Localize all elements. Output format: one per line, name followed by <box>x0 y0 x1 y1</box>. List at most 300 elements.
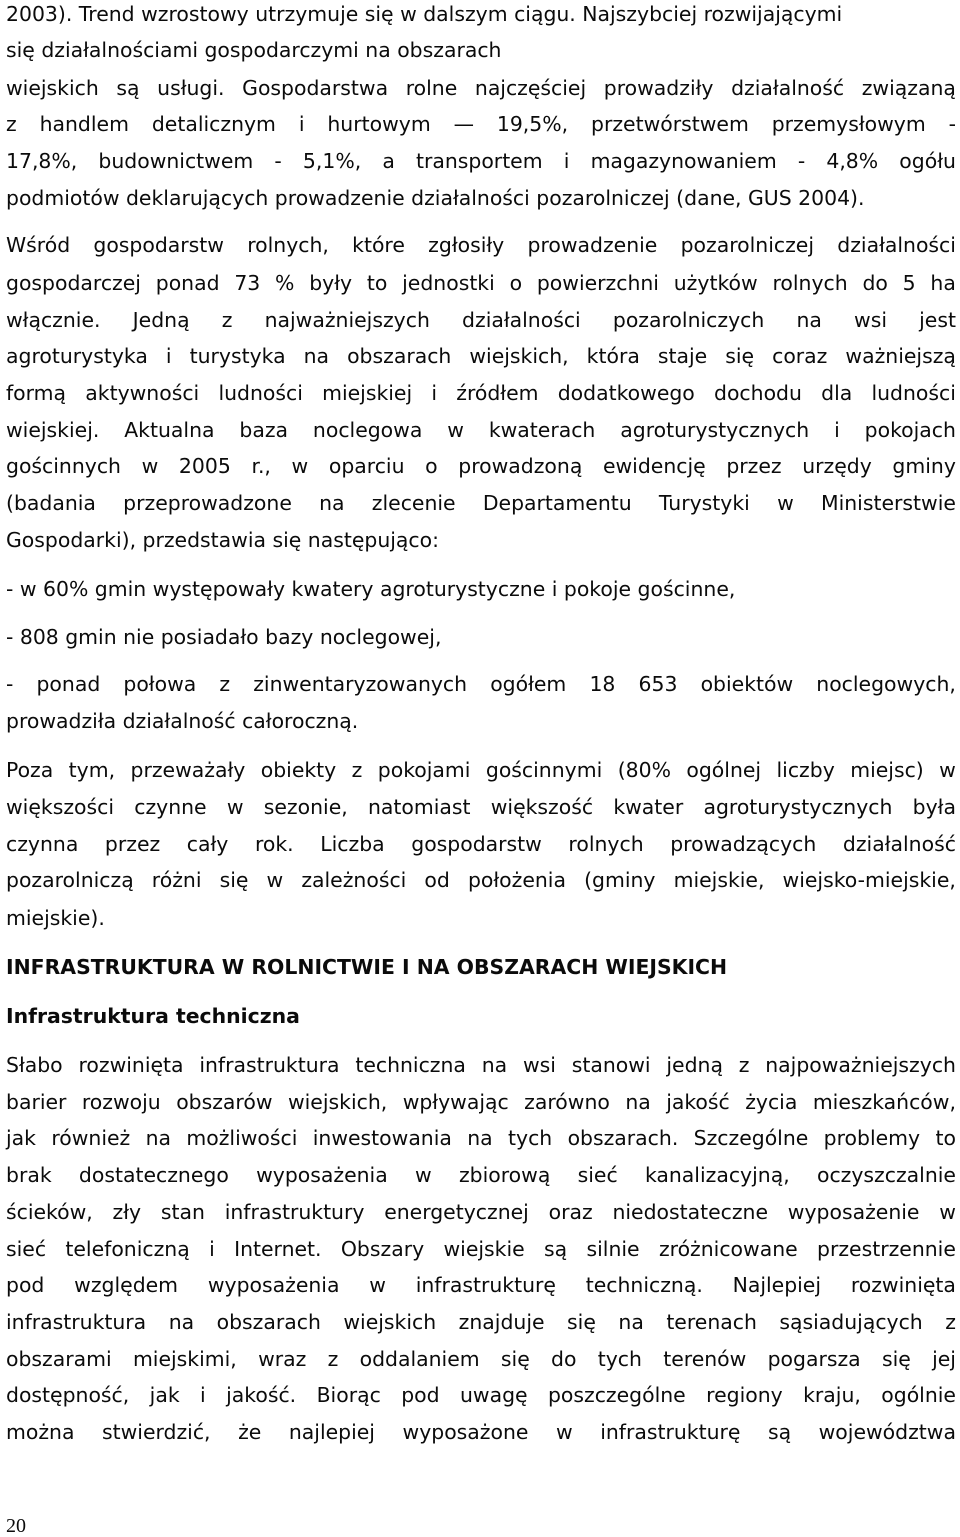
word: działalność <box>731 76 845 100</box>
word: pozarolniczej <box>680 233 815 257</box>
word: do <box>862 271 888 295</box>
word: jednostki <box>402 271 495 295</box>
word: się <box>725 344 755 368</box>
word: formą <box>6 381 67 405</box>
word: na <box>319 491 345 515</box>
word: z <box>351 758 363 782</box>
text-line <box>6 670 956 698</box>
word: że <box>238 1420 262 1444</box>
word: magazynowaniem <box>590 149 777 173</box>
word: ogółem <box>490 672 567 696</box>
word: terenów <box>663 1347 747 1371</box>
word: hurtowym <box>327 112 431 136</box>
word: województwa <box>818 1420 956 1444</box>
word: czynne <box>134 795 207 819</box>
word: była <box>912 795 956 819</box>
word: zależności <box>301 868 407 892</box>
word: tych <box>508 1126 553 1150</box>
word: rozwinięta <box>850 1273 956 1297</box>
word: Szczególne <box>693 1126 809 1150</box>
word: silnie <box>586 1237 640 1261</box>
text-line <box>6 489 956 517</box>
word: działalność <box>842 832 956 856</box>
word: - <box>797 149 806 173</box>
word: zróżnicowane <box>658 1237 798 1261</box>
word: miejskie, <box>673 868 765 892</box>
word: się <box>881 1347 911 1371</box>
word: infrastruktury <box>224 1200 365 1224</box>
word: dodatkowego <box>557 381 695 405</box>
word: tym, <box>68 758 116 782</box>
word: powierzchni <box>536 271 659 295</box>
word: na <box>303 344 330 368</box>
text-line <box>6 74 956 102</box>
word: w <box>939 1200 956 1224</box>
word: Turystyki <box>658 491 750 515</box>
text-line <box>6 110 956 138</box>
word: jedną <box>666 1053 723 1077</box>
word: ogólnej <box>686 758 762 782</box>
word: ogółu <box>899 149 956 173</box>
text-line <box>6 306 956 334</box>
word: rolnych, <box>247 233 329 257</box>
word: są <box>767 1420 792 1444</box>
text-line: Gospodarki), przedstawia się następująco: <box>6 528 439 552</box>
word: i <box>209 1237 215 1261</box>
word: wyposażenie <box>787 1200 920 1224</box>
word: w <box>777 491 794 515</box>
word: i <box>200 1383 206 1407</box>
word: tych <box>597 1347 642 1371</box>
word: infrastrukturę <box>600 1420 741 1444</box>
text-line: 2003). Trend wzrostowy utrzymuje się w dalszym ciągu. Najszybciej rozwijającymi <box>6 2 843 26</box>
word: ludności <box>218 381 303 405</box>
word: Poza <box>6 758 54 782</box>
word: gościnnych <box>6 454 121 478</box>
word: w <box>291 454 309 478</box>
word: inwestowania <box>312 1126 452 1150</box>
word: brak <box>6 1163 52 1187</box>
text-line <box>6 1308 956 1336</box>
text-line <box>6 830 956 858</box>
word: (gminy <box>584 868 656 892</box>
word: o <box>425 454 438 478</box>
word: zlecenie <box>371 491 456 515</box>
word: 73 <box>234 271 261 295</box>
word: i <box>165 344 172 368</box>
word: pod <box>6 1273 45 1297</box>
word: ścieków, <box>6 1200 93 1224</box>
word: infrastruktura <box>199 1053 340 1077</box>
text-line <box>6 147 956 175</box>
text-line <box>6 416 956 444</box>
word: 5 <box>902 271 916 295</box>
word: obszarach <box>216 1310 321 1334</box>
word: na <box>625 1090 651 1114</box>
word: zinwentaryzowanych <box>253 672 468 696</box>
word: sezonie, <box>263 795 348 819</box>
word: 2005 <box>178 454 231 478</box>
word: wpływając <box>402 1090 509 1114</box>
text-line <box>6 379 956 407</box>
word: uwagę <box>459 1383 528 1407</box>
word: mieszkańców, <box>812 1090 956 1114</box>
word: czynna <box>6 832 79 856</box>
word: wyposażone <box>402 1420 529 1444</box>
word: można <box>6 1420 75 1444</box>
word: transportem <box>415 149 543 173</box>
word: Aktualna <box>124 418 215 442</box>
word: się <box>500 1347 530 1371</box>
word: i <box>431 381 438 405</box>
word: gminy <box>892 454 956 478</box>
word: oraz <box>548 1200 593 1224</box>
word: rolnych <box>772 271 848 295</box>
word: oczyszczalnie <box>816 1163 956 1187</box>
word: z <box>945 1310 956 1334</box>
text-line <box>6 1198 956 1226</box>
word: kwaterach <box>488 418 596 442</box>
word: ogólnie <box>881 1383 956 1407</box>
word: 17,8%, <box>6 149 78 173</box>
word: obszarach <box>347 344 452 368</box>
text-line: podmiotów deklarujących prowadzenie działalności pozarolniczej (dane, GUS 2004). <box>6 186 865 210</box>
word: Liczba <box>320 832 385 856</box>
text-line <box>6 1418 956 1446</box>
word: stwierdzić, <box>102 1420 211 1444</box>
word: 5,1%, <box>302 149 362 173</box>
word: pozarolniczą <box>6 868 134 892</box>
word: infrastruktura <box>6 1310 147 1334</box>
word: w <box>939 758 956 782</box>
word: w <box>226 795 244 819</box>
text-line <box>6 231 956 259</box>
word: przez <box>104 832 161 856</box>
text-line <box>6 1235 956 1263</box>
word: cały <box>186 832 229 856</box>
word: zbiorową <box>458 1163 551 1187</box>
word: aktywności <box>85 381 200 405</box>
word: staje <box>657 344 708 368</box>
word: dostatecznego <box>78 1163 229 1187</box>
word: na <box>145 1126 172 1150</box>
word: miejskimi, <box>132 1347 237 1371</box>
text-line <box>6 1088 956 1116</box>
word: stanowi <box>571 1053 651 1077</box>
word: rozwoju <box>81 1090 161 1114</box>
word: wiejskich, <box>469 344 569 368</box>
word: (80% <box>617 758 671 782</box>
text-line: - w 60% gmin występowały kwatery agroturystyczne i pokoje gościnne, <box>6 577 736 601</box>
word: w <box>266 868 284 892</box>
word: Gospodarstwa <box>242 76 389 100</box>
word: różni <box>151 868 202 892</box>
word: obszarami <box>6 1347 112 1371</box>
word: agroturystyka <box>6 344 148 368</box>
word: Słabo <box>6 1053 63 1077</box>
word: ważniejszą <box>845 344 956 368</box>
word: jakość <box>666 1090 730 1114</box>
word: użytków <box>673 271 758 295</box>
word: się <box>219 868 249 892</box>
word: prowadzących <box>670 832 817 856</box>
word: obszarach. <box>567 1126 679 1150</box>
word: a <box>382 149 395 173</box>
word: jej <box>932 1347 956 1371</box>
word: kwater <box>613 795 684 819</box>
word: od <box>424 868 450 892</box>
word: działalności <box>462 308 581 332</box>
word: działalności <box>837 233 956 257</box>
text-line <box>6 342 956 370</box>
word: rolne <box>405 76 458 100</box>
word: miejsc) <box>850 758 924 782</box>
word: natomiast <box>367 795 471 819</box>
word: sieć <box>6 1237 47 1261</box>
section-heading: INFRASTRUKTURA W ROLNICTWIE I NA OBSZARACH WIEJSKICH <box>6 955 728 979</box>
word: przeważały <box>130 758 246 782</box>
word: agroturystycznych <box>703 795 893 819</box>
word: do <box>551 1347 577 1371</box>
word: związaną <box>861 76 956 100</box>
word: życia <box>745 1090 798 1114</box>
word: obiektów <box>700 672 794 696</box>
word: przeprowadzone <box>123 491 292 515</box>
word: energetycznej <box>384 1200 529 1224</box>
word: na <box>796 308 822 332</box>
word: zarówno <box>524 1090 610 1114</box>
word: regiony <box>706 1383 783 1407</box>
word: najczęściej <box>474 76 587 100</box>
word: - <box>6 672 14 696</box>
word: są <box>544 1237 568 1261</box>
subsection-heading: Infrastruktura techniczna <box>6 1004 300 1028</box>
word: Biorąc <box>316 1383 381 1407</box>
word: 4,8% <box>826 149 879 173</box>
word: coraz <box>772 344 828 368</box>
word: Najlepiej <box>732 1273 822 1297</box>
word: ewidencję <box>602 454 706 478</box>
word: infrastrukturę <box>415 1273 556 1297</box>
word: najpoważniejszych <box>765 1053 956 1077</box>
text-line <box>6 866 956 894</box>
word: Internet. <box>234 1237 322 1261</box>
word: w <box>141 454 159 478</box>
word: w <box>369 1273 386 1297</box>
word: poszczególne <box>547 1383 686 1407</box>
word: możliwości <box>186 1126 298 1150</box>
word: przetwórstwem <box>591 112 749 136</box>
word: znajduje <box>458 1310 545 1334</box>
word: - <box>274 149 282 173</box>
word: jest <box>919 308 956 332</box>
word: większość <box>490 795 594 819</box>
word: wsi <box>522 1053 556 1077</box>
word: stan <box>160 1200 205 1224</box>
word: które <box>352 233 405 257</box>
word: dla <box>821 381 853 405</box>
word: Departamentu <box>482 491 632 515</box>
word: turystyka <box>189 344 286 368</box>
word: sieć <box>577 1163 618 1187</box>
word: wsi <box>854 308 887 332</box>
word: noclegowych, <box>816 672 956 696</box>
word: gospodarstw <box>411 832 542 856</box>
word: przez <box>726 454 782 478</box>
word: pozarolniczych <box>612 308 765 332</box>
word: noclegowa <box>312 418 423 442</box>
word: położenia <box>467 868 566 892</box>
word: gościnnymi <box>485 758 603 782</box>
word: się <box>567 1310 596 1334</box>
text-line <box>6 1345 956 1373</box>
word: agroturystycznych <box>620 418 810 442</box>
word: najważniejszych <box>264 308 430 332</box>
word: Wśród <box>6 233 71 257</box>
word: baza <box>239 418 289 442</box>
word: Jedną <box>132 308 190 332</box>
word: ha <box>930 271 956 295</box>
word: zgłosiły <box>428 233 505 257</box>
word: rok. <box>254 832 294 856</box>
word: wyposażenia <box>207 1273 340 1297</box>
text-line <box>6 1381 956 1409</box>
word: Ministerstwie <box>821 491 956 515</box>
text-line <box>6 793 956 821</box>
word: 18 <box>589 672 616 696</box>
word: wiejskie <box>443 1237 525 1261</box>
word: rozwinięta <box>78 1053 184 1077</box>
word: dostępność, <box>6 1383 130 1407</box>
word: względem <box>74 1273 179 1297</box>
word: terenach <box>666 1310 757 1334</box>
text-line: - 808 gmin nie posiadało bazy noclegowej, <box>6 625 442 649</box>
word: - <box>948 112 956 136</box>
word: pokojach <box>864 418 956 442</box>
word: budownictwem <box>98 149 254 173</box>
word: włącznie. <box>6 308 101 332</box>
text-line: prowadziła działalność całoroczną. <box>6 709 359 733</box>
word: na <box>168 1310 195 1334</box>
text-line <box>6 1124 956 1152</box>
word: sąsiadujących <box>779 1310 923 1334</box>
word: oparciu <box>328 454 405 478</box>
word: ludności <box>871 381 956 405</box>
word: wiejskich <box>343 1310 437 1334</box>
word: z <box>738 1053 750 1077</box>
word: były <box>309 271 353 295</box>
word: to <box>366 271 388 295</box>
word: najlepiej <box>288 1420 375 1444</box>
word: 653 <box>638 672 678 696</box>
word: przestrzennie <box>817 1237 956 1261</box>
word: z <box>221 308 233 332</box>
word: pogarsza <box>767 1347 861 1371</box>
word: problemy <box>823 1126 921 1150</box>
word: jakość. <box>226 1383 297 1407</box>
word: wraz <box>258 1347 307 1371</box>
word: na <box>481 1053 508 1077</box>
word: wiejskich, <box>287 1090 388 1114</box>
word: niedostateczne <box>612 1200 769 1224</box>
word: większości <box>6 795 114 819</box>
word: źródłem <box>456 381 539 405</box>
word: telefoniczną <box>65 1237 190 1261</box>
word: techniczną. <box>585 1273 703 1297</box>
word: usługi. <box>157 76 225 100</box>
word: prowadzoną <box>458 454 583 478</box>
word: handlem <box>39 112 129 136</box>
word: oddalaniem <box>359 1347 480 1371</box>
word: obiekty <box>260 758 337 782</box>
word: urzędy <box>802 454 872 478</box>
text-line <box>6 1161 956 1189</box>
word: która <box>586 344 640 368</box>
word: techniczna <box>355 1053 466 1077</box>
word: zły <box>112 1200 142 1224</box>
word: i <box>563 149 570 173</box>
word: i <box>298 112 305 136</box>
word: połowa <box>123 672 197 696</box>
word: pod <box>401 1383 440 1407</box>
text-line <box>6 452 956 480</box>
word: dochodu <box>714 381 802 405</box>
word: z <box>6 112 17 136</box>
word: w <box>414 1163 432 1187</box>
word: na <box>467 1126 493 1150</box>
word: na <box>618 1310 644 1334</box>
word: gospodarczej <box>6 271 141 295</box>
word: rolnych <box>568 832 644 856</box>
word: o <box>509 271 523 295</box>
word: miejskiej <box>322 381 413 405</box>
word: z <box>327 1347 339 1371</box>
word: (badania <box>6 491 96 515</box>
word: z <box>219 672 231 696</box>
word: w <box>555 1420 573 1444</box>
word: r., <box>251 454 271 478</box>
word: jak <box>149 1383 180 1407</box>
word: pokojami <box>377 758 471 782</box>
word: przemysłowym <box>771 112 926 136</box>
word: wiejskich <box>6 76 99 100</box>
text-line <box>6 1271 956 1299</box>
word: kanalizacyjną, <box>644 1163 790 1187</box>
word: detalicznym <box>151 112 276 136</box>
word: są <box>116 76 140 100</box>
word: ponad <box>36 672 101 696</box>
word: to <box>935 1126 956 1150</box>
word: w <box>447 418 464 442</box>
word: — <box>453 112 474 136</box>
word: % <box>275 271 295 295</box>
word: ponad <box>155 271 220 295</box>
word: wiejsko-miejskie, <box>782 868 956 892</box>
word: jak <box>6 1126 36 1150</box>
word: kraju, <box>803 1383 861 1407</box>
page-number: 20 <box>6 1515 26 1537</box>
text-line: się działalnościami gospodarczymi na obszarach <box>6 38 502 62</box>
word: Obszary <box>340 1237 425 1261</box>
text-line <box>6 269 956 297</box>
word: również <box>51 1126 131 1150</box>
word: 19,5%, <box>496 112 569 136</box>
word: wiejskiej. <box>6 418 100 442</box>
word: prowadziły <box>603 76 714 100</box>
text-line <box>6 756 956 784</box>
word: prowadzenie <box>527 233 658 257</box>
word: barier <box>6 1090 67 1114</box>
